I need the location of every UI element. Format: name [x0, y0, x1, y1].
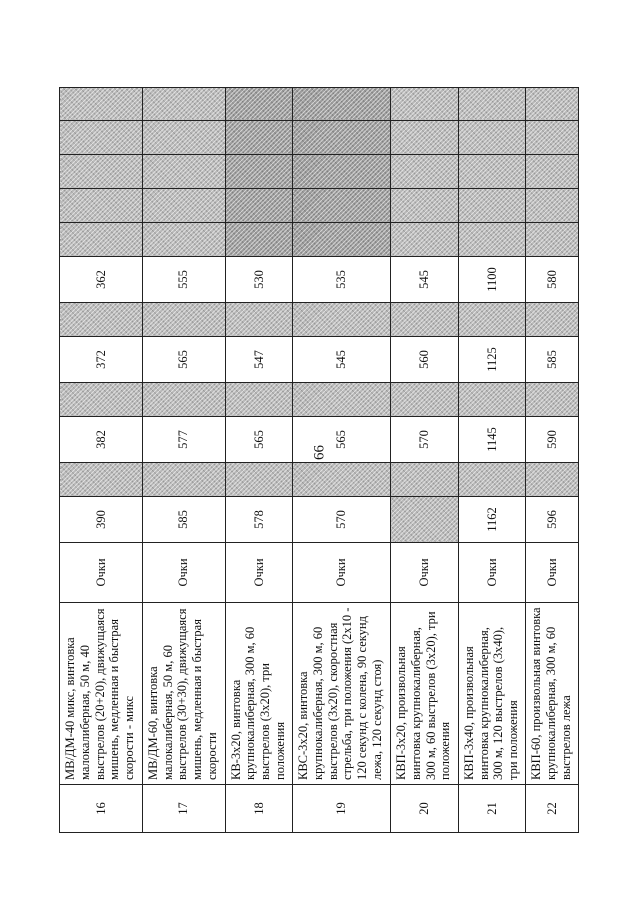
- value-cell: 372: [60, 337, 143, 383]
- discipline-description: МВ/ДМ-60, винтовка малокалиберная, 50 м, 60 выстрелов (30+30), движущаяся мишень, медленная и быстрая скорости: [142, 603, 225, 785]
- row-number: 18: [225, 785, 293, 833]
- shaded-cell: [293, 189, 391, 223]
- shaded-cell: [225, 223, 293, 257]
- value-cell: 390: [60, 497, 143, 543]
- shaded-cell: [391, 383, 459, 417]
- shaded-cell: [458, 121, 526, 155]
- table-row: [60, 88, 143, 833]
- value-cell: 362: [60, 257, 143, 303]
- shaded-cell: [60, 88, 143, 121]
- shaded-cell: [60, 121, 143, 155]
- table-row: [225, 88, 293, 833]
- shaded-cell: [391, 88, 459, 121]
- shaded-cell: [60, 155, 143, 189]
- shaded-cell: [293, 223, 391, 257]
- shaded-cell: [225, 383, 293, 417]
- shaded-cell: [526, 223, 579, 257]
- shaded-cell: [60, 303, 143, 337]
- shaded-cell: [391, 463, 459, 497]
- shaded-cell: [293, 303, 391, 337]
- shaded-cell: [526, 121, 579, 155]
- value-cell: 555: [142, 257, 225, 303]
- table-row: [526, 88, 579, 833]
- shaded-cell: [458, 88, 526, 121]
- shaded-cell: [458, 223, 526, 257]
- shaded-cell: [526, 88, 579, 121]
- discipline-description: КВП-3х40, произвольная винтовка крупнокалиберная, 300 м, 120 выстрелов (3х40), три положения: [458, 603, 526, 785]
- value-cell: 580: [526, 257, 579, 303]
- shaded-cell: [526, 383, 579, 417]
- shaded-cell: [293, 383, 391, 417]
- value-cell: 585: [526, 337, 579, 383]
- shaded-cell: [391, 497, 459, 543]
- value-cell: 585: [142, 497, 225, 543]
- unit-cell: Очки: [225, 543, 293, 603]
- shaded-cell: [391, 121, 459, 155]
- value-cell: 590: [526, 417, 579, 463]
- rotated-table-container: [59, 88, 579, 833]
- discipline-description: КВП-3х20, произвольная винтовка крупнокалиберная, 300 м, 60 выстрелов (3х20), три положения: [391, 603, 459, 785]
- discipline-description: КВ-3х20, винтовка крупнокалиберная, 300 м, 60 выстрелов (3х20), три положения: [225, 603, 293, 785]
- value-cell: 382: [60, 417, 143, 463]
- value-cell: 1100: [458, 257, 526, 303]
- value-cell: 577: [142, 417, 225, 463]
- table-row: [391, 88, 459, 833]
- shaded-cell: [391, 189, 459, 223]
- shaded-cell: [142, 121, 225, 155]
- shaded-cell: [293, 155, 391, 189]
- unit-cell: Очки: [142, 543, 225, 603]
- shaded-cell: [142, 88, 225, 121]
- shaded-cell: [458, 189, 526, 223]
- discipline-description: МВ/ДМ-40 микс, винтовка малокалиберная, 50 м, 40 выстрелов (20+20), движущаяся мишень, медленная и быстрая скорости - микс: [60, 603, 143, 785]
- shaded-cell: [142, 189, 225, 223]
- table-row: [293, 88, 391, 833]
- shaded-cell: [225, 121, 293, 155]
- shaded-cell: [60, 383, 143, 417]
- shaded-cell: [458, 463, 526, 497]
- shaded-cell: [391, 303, 459, 337]
- value-cell: 565: [142, 337, 225, 383]
- unit-cell: Очки: [60, 543, 143, 603]
- shaded-cell: [526, 303, 579, 337]
- shaded-cell: [225, 88, 293, 121]
- value-cell: 545: [391, 257, 459, 303]
- shaded-cell: [142, 223, 225, 257]
- row-number: 22: [526, 785, 579, 833]
- value-cell: 545: [293, 337, 391, 383]
- discipline-description: КВС-3х20, винтовка крупнокалиберная, 300 м, 60 выстрелов (3х20), скоростная стрельба, три положения (2х10 - 120 секунд с колена, 90 секунд лежа, 120 секунд стоя): [293, 603, 391, 785]
- value-cell: 565: [293, 417, 391, 463]
- value-cell: 530: [225, 257, 293, 303]
- row-number: 21: [458, 785, 526, 833]
- shaded-cell: [142, 463, 225, 497]
- unit-cell: Очки: [293, 543, 391, 603]
- shaded-cell: [142, 155, 225, 189]
- shaded-cell: [526, 189, 579, 223]
- shaded-cell: [60, 223, 143, 257]
- table-row: [458, 88, 526, 833]
- shaded-cell: [225, 303, 293, 337]
- shaded-cell: [293, 121, 391, 155]
- shaded-cell: [293, 463, 391, 497]
- value-cell: 547: [225, 337, 293, 383]
- row-number: 20: [391, 785, 459, 833]
- row-number: 17: [142, 785, 225, 833]
- shaded-cell: [142, 303, 225, 337]
- value-cell: 1125: [458, 337, 526, 383]
- shaded-cell: [225, 463, 293, 497]
- shaded-cell: [293, 88, 391, 121]
- unit-cell: Очки: [526, 543, 579, 603]
- row-number: 19: [293, 785, 391, 833]
- value-cell: 1162: [458, 497, 526, 543]
- shaded-cell: [458, 155, 526, 189]
- table-row: [142, 88, 225, 833]
- shaded-cell: [391, 155, 459, 189]
- value-cell: 1145: [458, 417, 526, 463]
- row-number: 16: [60, 785, 143, 833]
- shaded-cell: [60, 463, 143, 497]
- standards-table: [59, 87, 579, 833]
- shaded-cell: [458, 303, 526, 337]
- shaded-cell: [142, 383, 225, 417]
- value-cell: 570: [293, 497, 391, 543]
- discipline-description: КВП-60, произвольная винтовка крупнокалиберная, 300 м, 60 выстрелов лежа: [526, 603, 579, 785]
- value-cell: 596: [526, 497, 579, 543]
- shaded-cell: [526, 463, 579, 497]
- value-cell: 578: [225, 497, 293, 543]
- shaded-cell: [60, 189, 143, 223]
- value-cell: 535: [293, 257, 391, 303]
- shaded-cell: [391, 223, 459, 257]
- table-wrapper: [59, 88, 640, 815]
- value-cell: 560: [391, 337, 459, 383]
- unit-cell: Очки: [391, 543, 459, 603]
- shaded-cell: [225, 155, 293, 189]
- value-cell: 565: [225, 417, 293, 463]
- shaded-cell: [458, 383, 526, 417]
- page-number: 66: [311, 445, 328, 460]
- value-cell: 570: [391, 417, 459, 463]
- unit-cell: Очки: [458, 543, 526, 603]
- shaded-cell: [225, 189, 293, 223]
- shaded-cell: [526, 155, 579, 189]
